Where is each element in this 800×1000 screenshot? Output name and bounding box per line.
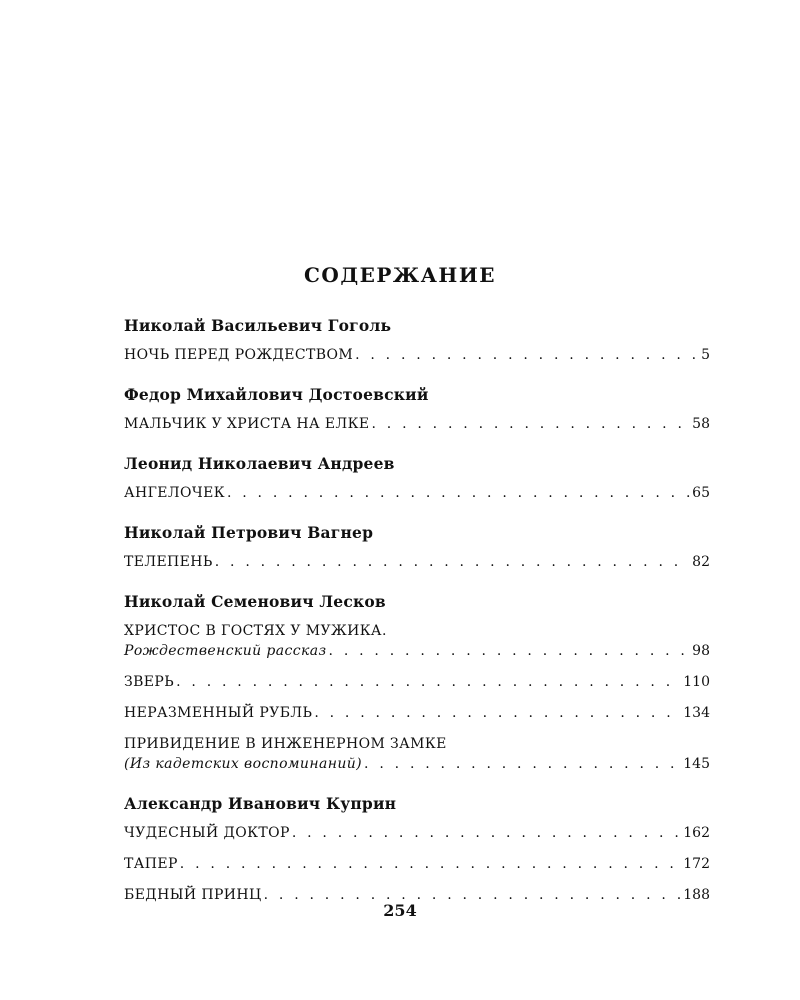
toc-entry-title: ЗВЕРЬ (124, 674, 175, 690)
toc-entry-line (124, 754, 710, 774)
toc-page-number: 82 (692, 554, 710, 570)
toc-page-number: 134 (683, 705, 710, 721)
page-number: 254 (383, 901, 417, 920)
dot-leader (292, 823, 681, 843)
toc-entry-line (124, 552, 710, 572)
toc-entry (124, 734, 710, 774)
toc-entry-line (124, 345, 710, 365)
toc-entry (124, 672, 710, 692)
dot-leader (176, 672, 681, 692)
toc-entry-line (124, 823, 710, 843)
dot-leader (371, 414, 690, 434)
table-of-contents (124, 316, 710, 905)
dot-leader (355, 345, 699, 365)
toc-entry-title: НЕРАЗМЕННЫЙ РУБЛЬ (124, 705, 313, 721)
toc-page-number: 172 (683, 856, 710, 872)
toc-entry-subtitle: (Из кадетских воспоминаний) (124, 756, 363, 772)
author-name: Николай Семенович Лесков (124, 592, 386, 611)
toc-entry-title: ТАПЕР (124, 856, 178, 872)
toc-entry-title: МАЛЬЧИК У ХРИСТА НА ЕЛКЕ (124, 416, 370, 432)
author-name: Леонид Николаевич Андреев (124, 454, 395, 473)
toc-entry-title: БЕДНЫЙ ПРИНЦ (124, 887, 262, 903)
toc-entry-title: ЧУДЕСНЫЙ ДОКТОР (124, 825, 290, 841)
toc-entry-title: АНГЕЛОЧЕК (124, 485, 225, 501)
toc-page-number: 145 (683, 756, 710, 772)
dot-leader (364, 754, 681, 774)
toc-page-number: 110 (683, 674, 710, 690)
toc-entry (124, 621, 710, 661)
toc-entry-line (124, 703, 710, 723)
toc-entry-line (124, 734, 710, 754)
dot-leader (215, 552, 690, 572)
toc-entry-line (124, 672, 710, 692)
toc-entry (124, 703, 710, 723)
dot-leader (314, 703, 681, 723)
author-name: Николай Петрович Вагнер (124, 523, 374, 542)
toc-page-number: 5 (701, 347, 710, 363)
dot-leader (329, 641, 691, 661)
dot-leader (227, 483, 690, 503)
toc-entry-line (124, 621, 710, 641)
toc-entry-title: НОЧЬ ПЕРЕД РОЖДЕСТВОМ (124, 347, 354, 363)
dot-leader (180, 854, 681, 874)
toc-entry (124, 552, 710, 572)
toc-entry-line (124, 641, 710, 661)
toc-page-number: 65 (692, 485, 710, 501)
toc-entry (124, 483, 710, 503)
toc-entry (124, 854, 710, 874)
toc-page-number: 188 (683, 887, 710, 903)
toc-page-number: 162 (683, 825, 710, 841)
toc-entry (124, 823, 710, 843)
toc-entry-title: ПРИВИДЕНИЕ В ИНЖЕНЕРНОМ ЗАМКЕ (124, 736, 447, 752)
toc-entry (124, 414, 710, 434)
author-name: Александр Иванович Куприн (124, 794, 397, 813)
page-title: СОДЕРЖАНИЕ (304, 263, 496, 287)
toc-entry-title: ХРИСТОС В ГОСТЯХ У МУЖИКА. (124, 623, 387, 639)
toc-page-number: 58 (692, 416, 710, 432)
toc-entry-line (124, 414, 710, 434)
author-name: Николай Васильевич Гоголь (124, 316, 392, 335)
author-name: Федор Михайлович Достоевский (124, 385, 429, 404)
toc-page-number: 98 (692, 643, 710, 659)
toc-entry-title: ТЕЛЕПЕНЬ (124, 554, 213, 570)
toc-entry-subtitle: Рождественский рассказ (124, 643, 327, 659)
toc-entry-line (124, 483, 710, 503)
toc-entry-line (124, 854, 710, 874)
toc-entry (124, 345, 710, 365)
